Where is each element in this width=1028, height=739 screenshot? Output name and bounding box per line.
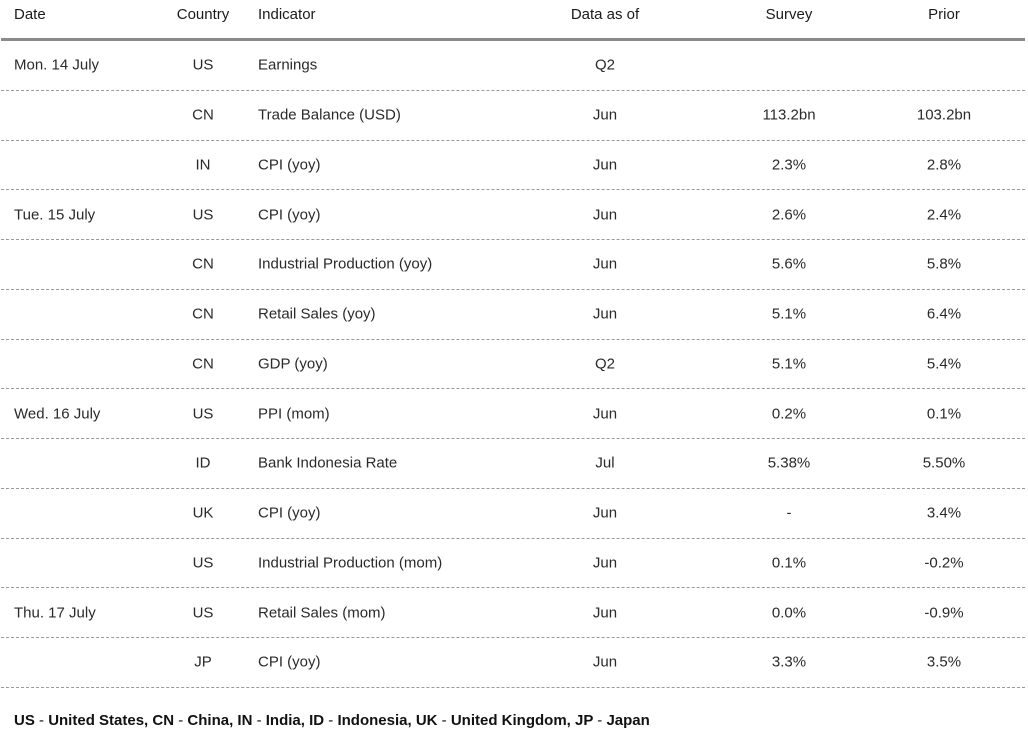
row-prior: -0.2% (924, 554, 964, 572)
table-row (1, 489, 1025, 539)
table-row (1, 91, 1025, 141)
table-row (1, 389, 1025, 439)
row-prior: 5.50% (922, 454, 966, 472)
table-row (1, 240, 1025, 290)
row-prior: 3.5% (926, 653, 962, 671)
legend-name: China (187, 712, 230, 729)
header-date: Date (14, 6, 46, 23)
row-survey: 0.1% (771, 554, 807, 572)
legend-name: United Kingdom (450, 712, 567, 729)
row-country: US (192, 554, 214, 572)
legend-name: India (265, 712, 301, 729)
legend-code: UK (415, 712, 438, 729)
legend-code: ID (309, 712, 325, 729)
legend-dash: - (597, 712, 603, 729)
row-data-as-of: Jul (595, 454, 615, 472)
header-prior: Prior (928, 6, 960, 23)
row-country: CN (192, 255, 214, 273)
row-date: Tue. 15 July (14, 206, 96, 224)
row-prior: 5.8% (926, 255, 962, 273)
row-data-as-of: Jun (592, 106, 618, 124)
row-data-as-of: Jun (592, 255, 618, 273)
row-date: Thu. 17 July (14, 604, 96, 622)
legend-dash: - (39, 712, 45, 729)
row-country: UK (192, 504, 214, 522)
legend-code: CN (152, 712, 175, 729)
table-header (1, 0, 1025, 41)
row-survey: 0.0% (771, 604, 807, 622)
table-row (1, 290, 1025, 340)
row-indicator: CPI (yoy) (258, 653, 321, 671)
row-survey: 0.2% (771, 405, 807, 423)
table-row (1, 190, 1025, 240)
header-indicator: Indicator (258, 6, 316, 23)
economic-calendar-table (1, 0, 1025, 688)
legend-name: Indonesia (337, 712, 408, 729)
table-row (1, 588, 1025, 638)
row-data-as-of: Jun (592, 653, 618, 671)
row-indicator: CPI (yoy) (258, 206, 321, 224)
row-indicator: Bank Indonesia Rate (258, 454, 398, 472)
row-indicator: Retail Sales (yoy) (258, 305, 376, 323)
row-data-as-of: Jun (592, 206, 618, 224)
country-code-legend: US - United States, CN - China, IN - India, ID - Indonesia, UK - United Kingdom, JP - Japan (14, 712, 650, 729)
row-indicator: CPI (yoy) (258, 504, 321, 522)
table-row (1, 141, 1025, 191)
row-survey: 5.1% (771, 355, 807, 373)
row-data-as-of: Q2 (594, 355, 615, 373)
row-prior: 2.4% (926, 206, 962, 224)
row-survey: 3.3% (771, 653, 807, 671)
row-data-as-of: Jun (592, 405, 618, 423)
header-data-as-of: Data as of (570, 6, 640, 23)
row-data-as-of: Jun (592, 504, 618, 522)
row-date: Mon. 14 July (14, 56, 100, 74)
row-indicator: Industrial Production (mom) (258, 554, 443, 572)
legend-dash: - (328, 712, 334, 729)
row-data-as-of: Jun (592, 554, 618, 572)
row-prior: 2.8% (926, 156, 962, 174)
row-survey: 5.1% (771, 305, 807, 323)
legend-code: US (14, 712, 35, 729)
row-indicator: CPI (yoy) (258, 156, 321, 174)
row-survey: 5.38% (767, 454, 811, 472)
legend-code: JP (575, 712, 594, 729)
row-country: US (192, 56, 214, 74)
table-body (1, 41, 1025, 688)
row-data-as-of: Jun (592, 604, 618, 622)
row-indicator: PPI (mom) (258, 405, 330, 423)
row-prior: -0.9% (924, 604, 964, 622)
legend-dash: - (178, 712, 184, 729)
table-row (1, 539, 1025, 589)
row-country: US (192, 405, 214, 423)
legend-code: IN (237, 712, 253, 729)
row-survey: 5.6% (771, 255, 807, 273)
row-country: CN (192, 106, 214, 124)
row-survey: 2.6% (771, 206, 807, 224)
row-country: CN (192, 355, 214, 373)
row-prior: 3.4% (926, 504, 962, 522)
row-survey: - (786, 504, 792, 522)
row-prior: 0.1% (926, 405, 962, 423)
header-country: Country (176, 6, 230, 23)
row-prior: 103.2bn (916, 106, 972, 124)
row-country: US (192, 604, 214, 622)
legend-name: Japan (606, 712, 650, 729)
row-data-as-of: Jun (592, 156, 618, 174)
row-indicator: GDP (yoy) (258, 355, 328, 373)
row-indicator: Earnings (258, 56, 318, 74)
row-country: ID (195, 454, 211, 472)
row-country: IN (195, 156, 211, 174)
legend-dash: - (256, 712, 262, 729)
row-prior: 5.4% (926, 355, 962, 373)
row-survey: 113.2bn (762, 106, 816, 124)
table-row (1, 340, 1025, 390)
row-indicator: Trade Balance (USD) (258, 106, 401, 124)
row-country: JP (194, 653, 212, 671)
row-country: US (192, 206, 214, 224)
row-data-as-of: Jun (592, 305, 618, 323)
row-data-as-of: Q2 (594, 56, 615, 74)
table-row (1, 638, 1025, 688)
table-row (1, 41, 1025, 91)
row-country: CN (192, 305, 214, 323)
row-date: Wed. 16 July (14, 405, 101, 423)
row-indicator: Industrial Production (yoy) (258, 255, 433, 273)
table-row (1, 439, 1025, 489)
legend-name: United States (48, 712, 145, 729)
legend-dash: - (441, 712, 447, 729)
row-indicator: Retail Sales (mom) (258, 604, 386, 622)
header-survey: Survey (765, 6, 813, 23)
row-survey: 2.3% (771, 156, 807, 174)
row-prior: 6.4% (926, 305, 962, 323)
